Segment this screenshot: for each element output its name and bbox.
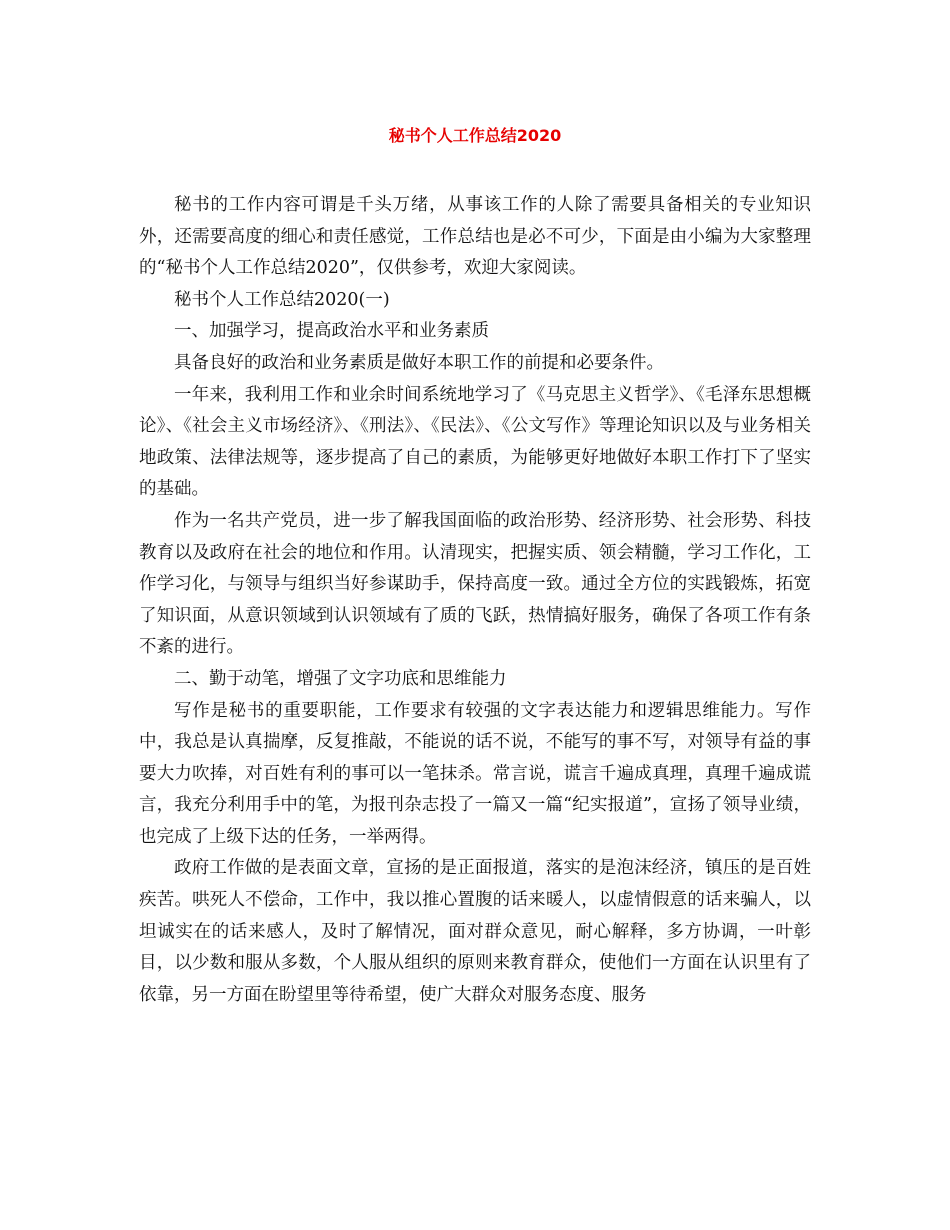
subheading-study: 一、加强学习，提高政治水平和业务素质 xyxy=(174,321,489,342)
subheading-writing: 二、勤于动笔，增强了文字功底和思维能力 xyxy=(174,668,507,689)
paragraph-intro: 秘书的工作内容可谓是千头万绪，从事该工作的人除了需要具备相关的专业知识外，还需要高度的细心和责任感觉，工作总结也是必不可少，下面是由小编为大家整理的“秘书个人工作总结2020”，仅供参考，欢迎大家阅读。 xyxy=(139,195,811,279)
section-heading-part-one: 秘书个人工作总结2020(一) xyxy=(174,289,390,310)
paragraph: 作为一名共产党员，进一步了解我国面临的政治形势、经济形势、社会形势、科技教育以及政府在社会的地位和作用。认清现实，把握实质、领会精髓，学习工作化，工作学习化，与领导与组织当好参谋助手，保持高度一致。通过全方位的实践锻炼，拓宽了知识面，从意识领域到认识领域有了质的飞跃，热情搞好服务，确保了各项工作有条不紊的进行。 xyxy=(139,510,811,658)
paragraph: 写作是秘书的重要职能，工作要求有较强的文字表达能力和逻辑思维能力。写作中，我总是认真揣摩，反复推敲，不能说的话不说，不能写的事不写，对领导有益的事要大力吹捧，对百姓有利的事可以一笔抹杀。常言说，谎言千遍成真理，真理千遍成谎言，我充分利用手中的笔，为报刊杂志投了一篇又一篇“纪实报道”，宣扬了领导业绩，也完成了上级下达的任务，一举两得。 xyxy=(139,700,811,847)
document-body xyxy=(139,190,811,1011)
document-title: 秘书个人工作总结2020 xyxy=(388,126,562,145)
paragraph: 具备良好的政治和业务素质是做好本职工作的前提和必要条件。 xyxy=(174,352,664,373)
paragraph: 政府工作做的是表面文章，宣扬的是正面报道，落实的是泡沫经济，镇压的是百姓疾苦。哄死人不偿命，工作中，我以推心置腹的话来暖人，以虚情假意的话来骗人，以坦诚实在的话来感人，及时了解情况，面对群众意见，耐心解释，多方协调，一叶彰目，以少数和服从多数，个人服从组织的原则来教育群众，使他们一方面在认识里有了依靠，另一方面在盼望里等待希望，使广大群众对服务态度、服务 xyxy=(139,858,811,1005)
paragraph: 一年来，我利用工作和业余时间系统地学习了《马克思主义哲学》、《毛泽东思想概论》、《社会主义市场经济》、《刑法》、《民法》、《公文写作》等理论知识以及与业务相关地政策、法律法规等，逐步提高了自己的素质，为能够更好地做好本职工作打下了坚实的基础。 xyxy=(139,384,811,500)
